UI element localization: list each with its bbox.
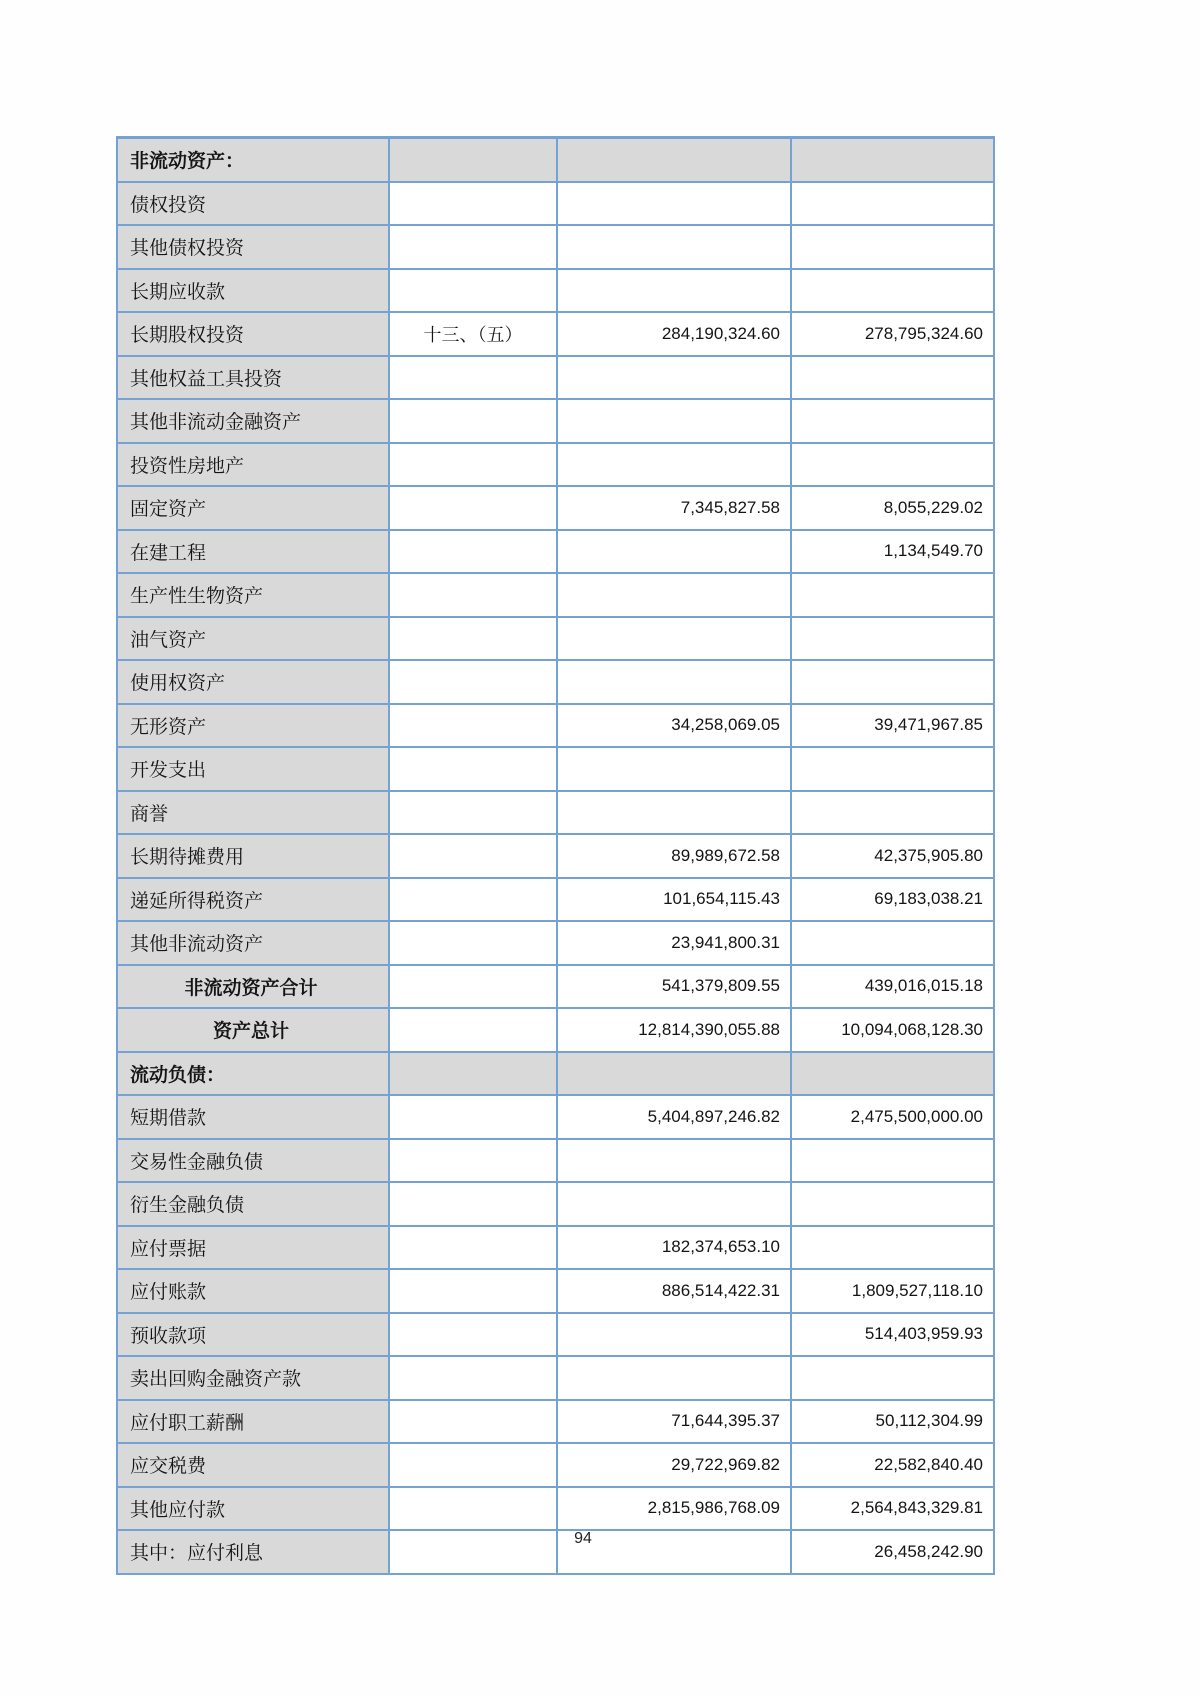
table-row [117,182,994,226]
row-current-value-cell [557,269,791,313]
row-label-cell: 资产总计 [117,1008,389,1052]
row-note-cell [389,660,557,704]
row-label-cell: 其他权益工具投资 [117,356,389,400]
table-row [117,1443,994,1487]
row-current-value-cell [557,1356,791,1400]
row-prior-value-cell: 42,375,905.80 [791,834,994,878]
row-prior-value-cell [791,1226,994,1270]
row-prior-value-cell [791,356,994,400]
row-note-cell [389,1487,557,1531]
row-current-value-cell [557,1052,791,1096]
row-prior-value-cell [791,182,994,226]
row-note-cell [389,1400,557,1444]
table-row [117,965,994,1009]
row-prior-value-cell [791,269,994,313]
row-label-cell: 递延所得税资产 [117,878,389,922]
table-row [117,834,994,878]
row-prior-value-cell [791,1052,994,1096]
row-label-cell: 债权投资 [117,182,389,226]
table-row [117,1226,994,1270]
row-note-cell [389,834,557,878]
row-label-cell: 非流动资产： [117,138,389,182]
row-label-cell: 油气资产 [117,617,389,661]
table-row [117,138,994,182]
row-current-value-cell: 89,989,672.58 [557,834,791,878]
row-note-cell [389,1095,557,1139]
row-label-cell: 其他债权投资 [117,225,389,269]
row-label-cell: 预收款项 [117,1313,389,1357]
row-label-cell: 生产性生物资产 [117,573,389,617]
row-label-cell: 使用权资产 [117,660,389,704]
row-current-value-cell: 34,258,069.05 [557,704,791,748]
row-current-value-cell [557,356,791,400]
row-label-cell: 其他应付款 [117,1487,389,1531]
table-row [117,1182,994,1226]
row-note-cell [389,791,557,835]
row-note-cell [389,1443,557,1487]
row-current-value-cell: 886,514,422.31 [557,1269,791,1313]
row-note-cell [389,1269,557,1313]
row-prior-value-cell: 1,134,549.70 [791,530,994,574]
row-label-cell: 流动负债： [117,1052,389,1096]
row-note-cell: 十三、（五） [389,312,557,356]
row-current-value-cell [557,1182,791,1226]
row-note-cell [389,399,557,443]
row-prior-value-cell: 439,016,015.18 [791,965,994,1009]
row-note-cell [389,530,557,574]
row-current-value-cell: 29,722,969.82 [557,1443,791,1487]
row-note-cell [389,1052,557,1096]
row-prior-value-cell [791,1182,994,1226]
row-label-cell: 其他非流动金融资产 [117,399,389,443]
row-current-value-cell [557,182,791,226]
table-row [117,399,994,443]
row-current-value-cell [557,791,791,835]
row-prior-value-cell: 39,471,967.85 [791,704,994,748]
row-current-value-cell [557,573,791,617]
row-label-cell: 应付职工薪酬 [117,1400,389,1444]
row-note-cell [389,182,557,226]
row-note-cell [389,486,557,530]
table-row [117,1095,994,1139]
table-row [117,1052,994,1096]
row-current-value-cell: 71,644,395.37 [557,1400,791,1444]
balance-sheet-table-body [117,138,994,1574]
table-row [117,878,994,922]
table-row [117,1487,994,1531]
row-label-cell: 长期待摊费用 [117,834,389,878]
row-note-cell [389,704,557,748]
row-note-cell [389,1356,557,1400]
table-row [117,747,994,791]
table-row [117,530,994,574]
row-label-cell: 长期应收款 [117,269,389,313]
table-row [117,791,994,835]
table-row [117,921,994,965]
row-label-cell: 长期股权投资 [117,312,389,356]
row-current-value-cell: 182,374,653.10 [557,1226,791,1270]
row-label-cell: 无形资产 [117,704,389,748]
row-current-value-cell [557,443,791,487]
row-prior-value-cell [791,138,994,182]
row-label-cell: 开发支出 [117,747,389,791]
row-prior-value-cell: 278,795,324.60 [791,312,994,356]
row-prior-value-cell [791,399,994,443]
row-current-value-cell: 541,379,809.55 [557,965,791,1009]
row-current-value-cell [557,1313,791,1357]
row-current-value-cell [557,660,791,704]
row-current-value-cell [557,617,791,661]
balance-sheet-table [116,136,995,1575]
row-current-value-cell: 5,404,897,246.82 [557,1095,791,1139]
row-current-value-cell: 2,815,986,768.09 [557,1487,791,1531]
table-row [117,1400,994,1444]
row-note-cell [389,573,557,617]
row-prior-value-cell [791,573,994,617]
row-prior-value-cell [791,921,994,965]
row-note-cell [389,1226,557,1270]
row-prior-value-cell: 1,809,527,118.10 [791,1269,994,1313]
row-note-cell [389,1313,557,1357]
row-current-value-cell [557,530,791,574]
row-prior-value-cell: 8,055,229.02 [791,486,994,530]
row-prior-value-cell: 50,112,304.99 [791,1400,994,1444]
table-row [117,660,994,704]
row-prior-value-cell: 26,458,242.90 [791,1530,994,1574]
row-prior-value-cell: 22,582,840.40 [791,1443,994,1487]
row-label-cell: 应付账款 [117,1269,389,1313]
table-row [117,269,994,313]
row-prior-value-cell [791,617,994,661]
row-note-cell [389,1182,557,1226]
row-note-cell [389,617,557,661]
row-note-cell [389,1139,557,1183]
row-note-cell [389,225,557,269]
row-prior-value-cell [791,791,994,835]
row-prior-value-cell [791,1356,994,1400]
row-note-cell [389,878,557,922]
table-row [117,1356,994,1400]
row-label-cell: 其他非流动资产 [117,921,389,965]
page-number: 94 [574,1530,592,1547]
table-row [117,1313,994,1357]
row-prior-value-cell: 2,475,500,000.00 [791,1095,994,1139]
row-label-cell: 在建工程 [117,530,389,574]
table-row [117,1008,994,1052]
table-row [117,617,994,661]
row-label-cell: 应交税费 [117,1443,389,1487]
row-current-value-cell: 284,190,324.60 [557,312,791,356]
row-label-cell: 交易性金融负债 [117,1139,389,1183]
row-current-value-cell [557,1139,791,1183]
table-row [117,573,994,617]
row-current-value-cell [557,138,791,182]
row-current-value-cell [557,747,791,791]
row-prior-value-cell: 514,403,959.93 [791,1313,994,1357]
row-current-value-cell: 7,345,827.58 [557,486,791,530]
table-row [117,225,994,269]
row-current-value-cell: 12,814,390,055.88 [557,1008,791,1052]
row-current-value-cell: 101,654,115.43 [557,878,791,922]
row-current-value-cell [557,399,791,443]
row-label-cell: 商誉 [117,791,389,835]
row-prior-value-cell: 2,564,843,329.81 [791,1487,994,1531]
row-prior-value-cell: 69,183,038.21 [791,878,994,922]
table-row [117,356,994,400]
table-row [117,486,994,530]
row-current-value-cell: 23,941,800.31 [557,921,791,965]
row-note-cell [389,356,557,400]
row-note-cell [389,138,557,182]
row-prior-value-cell: 10,094,068,128.30 [791,1008,994,1052]
row-prior-value-cell [791,1139,994,1183]
row-prior-value-cell [791,443,994,487]
row-prior-value-cell [791,660,994,704]
table-row [117,312,994,356]
row-prior-value-cell [791,225,994,269]
row-note-cell [389,965,557,1009]
row-note-cell [389,269,557,313]
row-note-cell [389,1008,557,1052]
table-row [117,704,994,748]
row-current-value-cell [557,225,791,269]
table-row [117,1139,994,1183]
row-label-cell: 其中：应付利息 [117,1530,389,1574]
row-label-cell: 应付票据 [117,1226,389,1270]
row-prior-value-cell [791,747,994,791]
row-label-cell: 卖出回购金融资产款 [117,1356,389,1400]
row-label-cell: 衍生金融负债 [117,1182,389,1226]
row-label-cell: 固定资产 [117,486,389,530]
table-row [117,443,994,487]
row-label-cell: 非流动资产合计 [117,965,389,1009]
table-row [117,1269,994,1313]
row-note-cell [389,921,557,965]
row-note-cell [389,443,557,487]
row-note-cell [389,747,557,791]
row-label-cell: 投资性房地产 [117,443,389,487]
row-label-cell: 短期借款 [117,1095,389,1139]
